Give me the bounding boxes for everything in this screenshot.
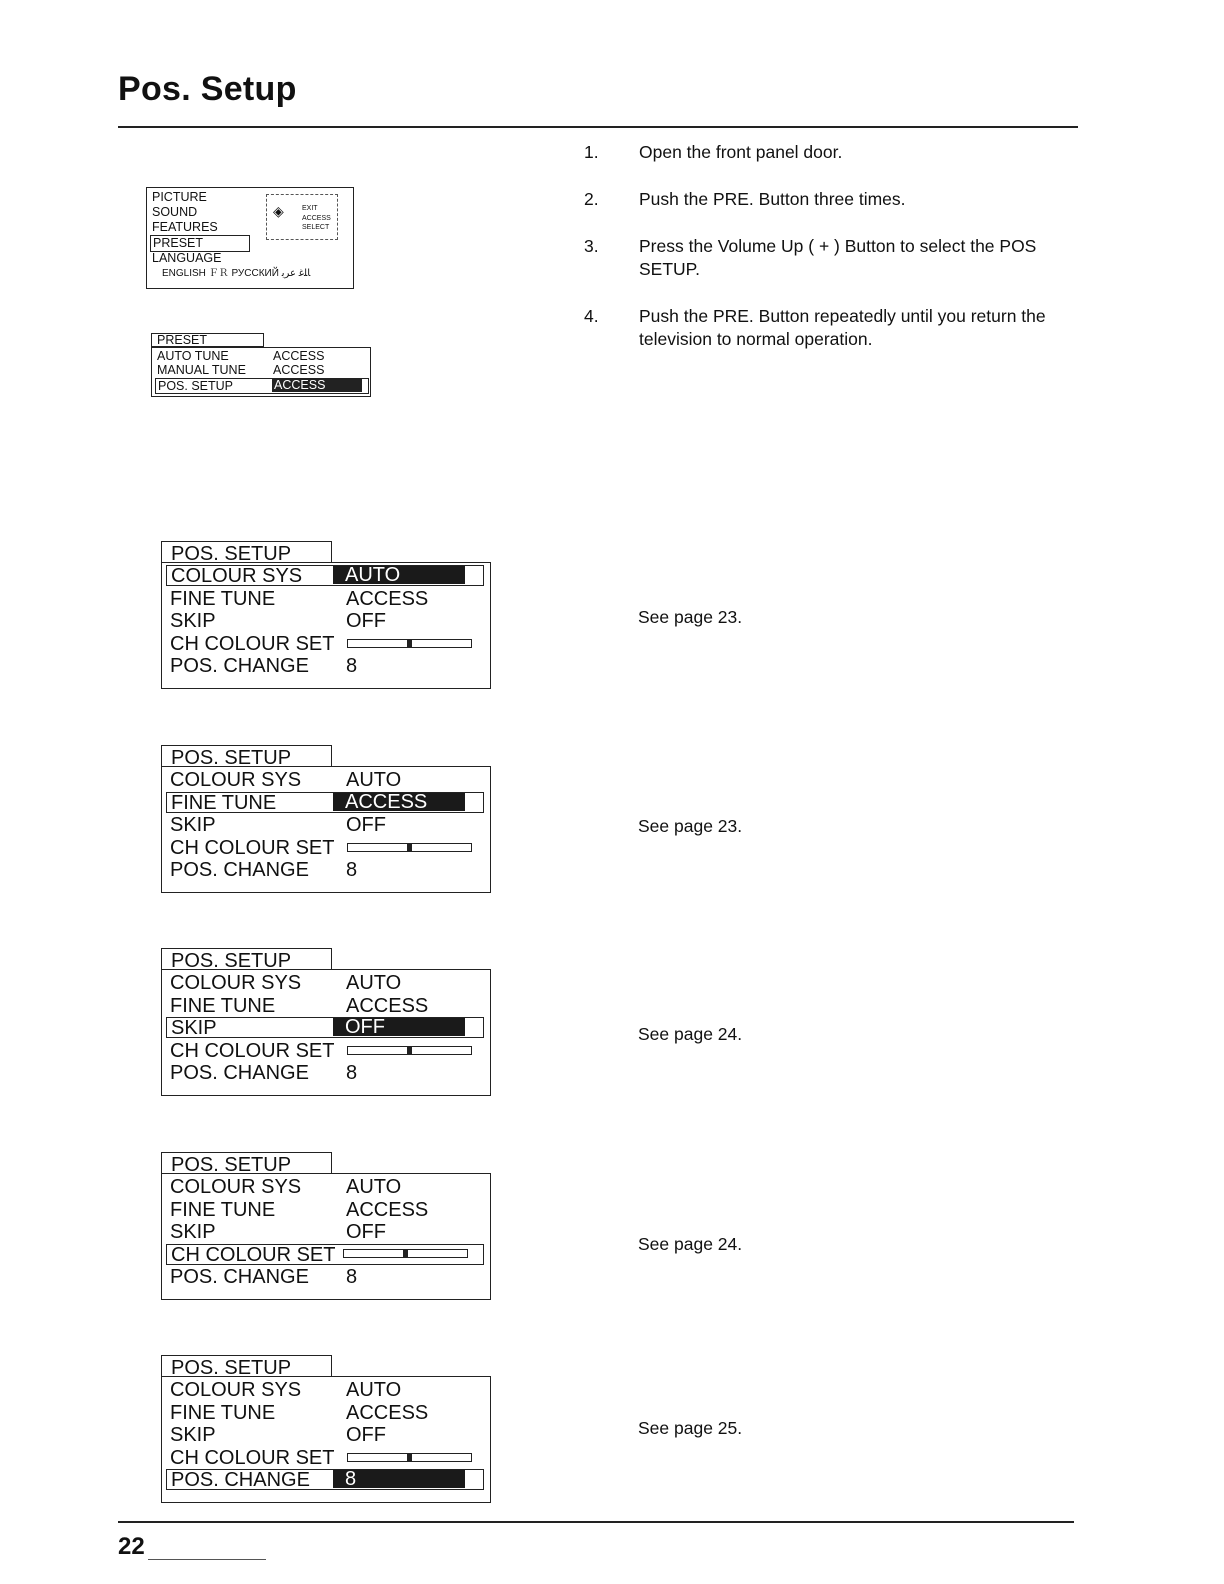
legend-access: ACCESS [302,215,331,222]
row-value: AUTO [346,972,402,994]
step-2 [584,188,1074,211]
pos-row-skip [162,610,488,633]
row-value: AUTO [346,1379,402,1401]
pos-row-skip [166,1017,484,1038]
row-value: AUTO [346,769,402,791]
see-page-reference: See page 23. [638,816,743,836]
row-value: ACCESS [272,378,362,392]
row-value: 8 [345,1468,357,1490]
pos-row-skip [162,1221,488,1244]
preset-row-pos-setup [155,378,369,394]
step-text: Open the front panel door. [639,142,843,162]
row-label: POS. CHANGE [171,1469,310,1491]
slider-knob [407,1453,412,1461]
pos-row-fine-tune [162,1402,488,1425]
pos-row-fine-tune [162,588,488,611]
pos-setup-tab: POS. SETUP [161,1355,332,1377]
preset-row-manual-tune [157,363,367,377]
preset-menu-tab: PRESET [151,333,264,347]
pos-row-fine-tune [166,792,484,813]
row-label: SKIP [170,610,216,632]
colour-slider [347,1046,472,1055]
row-value: ACCESS [346,994,429,1017]
see-page-reference: See page 24. [638,1234,743,1254]
pos-row-colour-sys [166,565,484,586]
legend-exit: EXIT [302,205,318,212]
step-text: Push the PRE. Button repeatedly until you return the television to normal operation. [639,306,1046,349]
menu-item-preset: PRESET [150,235,250,252]
pos-setup-tab: POS. SETUP [161,745,332,767]
pos-setup-body [161,1376,491,1503]
step-3 [584,235,1074,281]
menu-item-picture: PICTURE [152,190,207,204]
pos-row-ch-colour-set [162,633,488,656]
page-title: Pos. Setup [118,70,297,108]
row-label: SKIP [170,1424,216,1446]
pos-row-pos-change [162,859,488,882]
row-value: ACCESS [273,349,325,363]
row-label: POS. CHANGE [170,655,309,677]
row-label: SKIP [171,1017,217,1039]
row-value: OFF [346,610,386,632]
slider-knob [403,1249,408,1257]
step-number: 3. [584,236,599,256]
row-label: COLOUR SYS [170,1176,302,1198]
row-value: OFF [346,814,386,836]
selected-value-box [333,566,465,584]
row-label: COLOUR SYS [171,565,303,587]
row-value: ACCESS [346,587,429,610]
row-value: OFF [346,1424,386,1446]
row-label: COLOUR SYS [170,1379,302,1401]
direction-pad-icon: ◈ [273,203,284,219]
row-label: FINE TUNE [170,587,276,610]
pos-setup-tab: POS. SETUP [161,1152,332,1174]
row-label: POS. CHANGE [170,1266,309,1288]
pos-row-pos-change [162,1266,488,1289]
row-value: ACCESS [273,363,325,377]
menu-item-language: LANGUAGE [152,251,222,265]
row-value: 8 [346,1062,358,1084]
page-number-underline [148,1559,266,1560]
row-label: CH COLOUR SET [170,632,335,655]
row-label: FINE TUNE [170,1198,276,1221]
see-page-reference: See page 24. [638,1024,743,1044]
menu-item-features: FEATURES [152,220,218,234]
row-label: CH COLOUR SET [170,836,335,859]
pos-setup-tab: POS. SETUP [161,541,332,563]
step-number: 2. [584,189,599,209]
instruction-steps [584,141,1074,375]
row-value: OFF [346,1221,386,1243]
row-label: POS. CHANGE [170,859,309,881]
selected-value-box [333,1470,465,1488]
legend-select: SELECT [302,224,330,231]
see-page-reference: See page 25. [638,1418,743,1438]
pos-row-colour-sys [162,1176,488,1199]
row-label: CH COLOUR SET [170,1446,335,1469]
row-label: SKIP [170,1221,216,1243]
pos-setup-body [161,969,491,1096]
pos-row-fine-tune [162,1199,488,1222]
row-label: COLOUR SYS [170,972,302,994]
pos-row-pos-change [162,1062,488,1085]
row-value: AUTO [346,1176,402,1198]
step-4 [584,305,1074,351]
selected-value-box [333,790,465,813]
step-number: 4. [584,306,599,326]
row-value: ACCESS [346,1401,429,1424]
row-label: FINE TUNE [170,1401,276,1424]
slider-knob [407,1046,412,1054]
colour-slider [347,1453,472,1462]
pos-setup-body [161,562,491,689]
pos-row-colour-sys [162,972,488,995]
pos-row-pos-change [166,1469,484,1490]
preset-menu-illustration [151,347,371,397]
footer-rule [118,1521,1074,1523]
row-label: FINE TUNE [170,994,276,1017]
row-label: POS. SETUP [158,379,234,393]
row-value: OFF [345,1016,385,1038]
row-label: CH COLOUR SET [171,1243,336,1266]
pos-row-skip [162,1424,488,1447]
pos-row-fine-tune [162,995,488,1018]
row-value: ACCESS [345,790,428,813]
row-label: COLOUR SYS [170,769,302,791]
colour-slider [343,1249,468,1258]
page-number: 22 [118,1533,145,1560]
pos-row-ch-colour-set [166,1244,484,1265]
see-page-reference: See page 23. [638,607,743,627]
colour-slider [347,639,472,648]
colour-slider [347,843,472,852]
slider-knob [407,639,412,647]
step-1 [584,141,1074,164]
pos-setup-body [161,1173,491,1300]
row-value: AUTO [345,564,401,586]
row-label: POS. CHANGE [170,1062,309,1084]
step-number: 1. [584,142,599,162]
language-options: ENGLISH ＦＲ РУССКИЙ ﺎﻠﻏ ﻋﺮﺑ [162,268,311,279]
row-label: MANUAL TUNE [157,363,246,377]
pos-row-ch-colour-set [162,1040,488,1063]
pos-row-pos-change [162,655,488,678]
pos-row-ch-colour-set [162,837,488,860]
pos-setup-tab: POS. SETUP [161,948,332,970]
row-label: FINE TUNE [171,791,277,814]
step-text: Push the PRE. Button three times. [639,189,906,209]
selected-value-box [333,1018,465,1036]
row-label: SKIP [170,814,216,836]
pos-row-colour-sys [162,769,488,792]
menu-item-sound: SOUND [152,205,198,219]
step-text: Press the Volume Up ( + ) Button to select the POS SETUP. [639,236,1037,279]
pos-setup-body [161,766,491,893]
row-value: 8 [346,859,358,881]
remote-legend [266,194,338,240]
preset-row-auto-tune [157,349,367,363]
pos-row-ch-colour-set [162,1447,488,1470]
row-label: CH COLOUR SET [170,1039,335,1062]
row-label: AUTO TUNE [157,349,229,363]
header-rule [118,126,1078,128]
pos-row-colour-sys [162,1379,488,1402]
row-value: ACCESS [346,1198,429,1221]
row-value: 8 [346,655,358,677]
pos-row-skip [162,814,488,837]
row-value: 8 [346,1266,358,1288]
slider-knob [407,843,412,851]
